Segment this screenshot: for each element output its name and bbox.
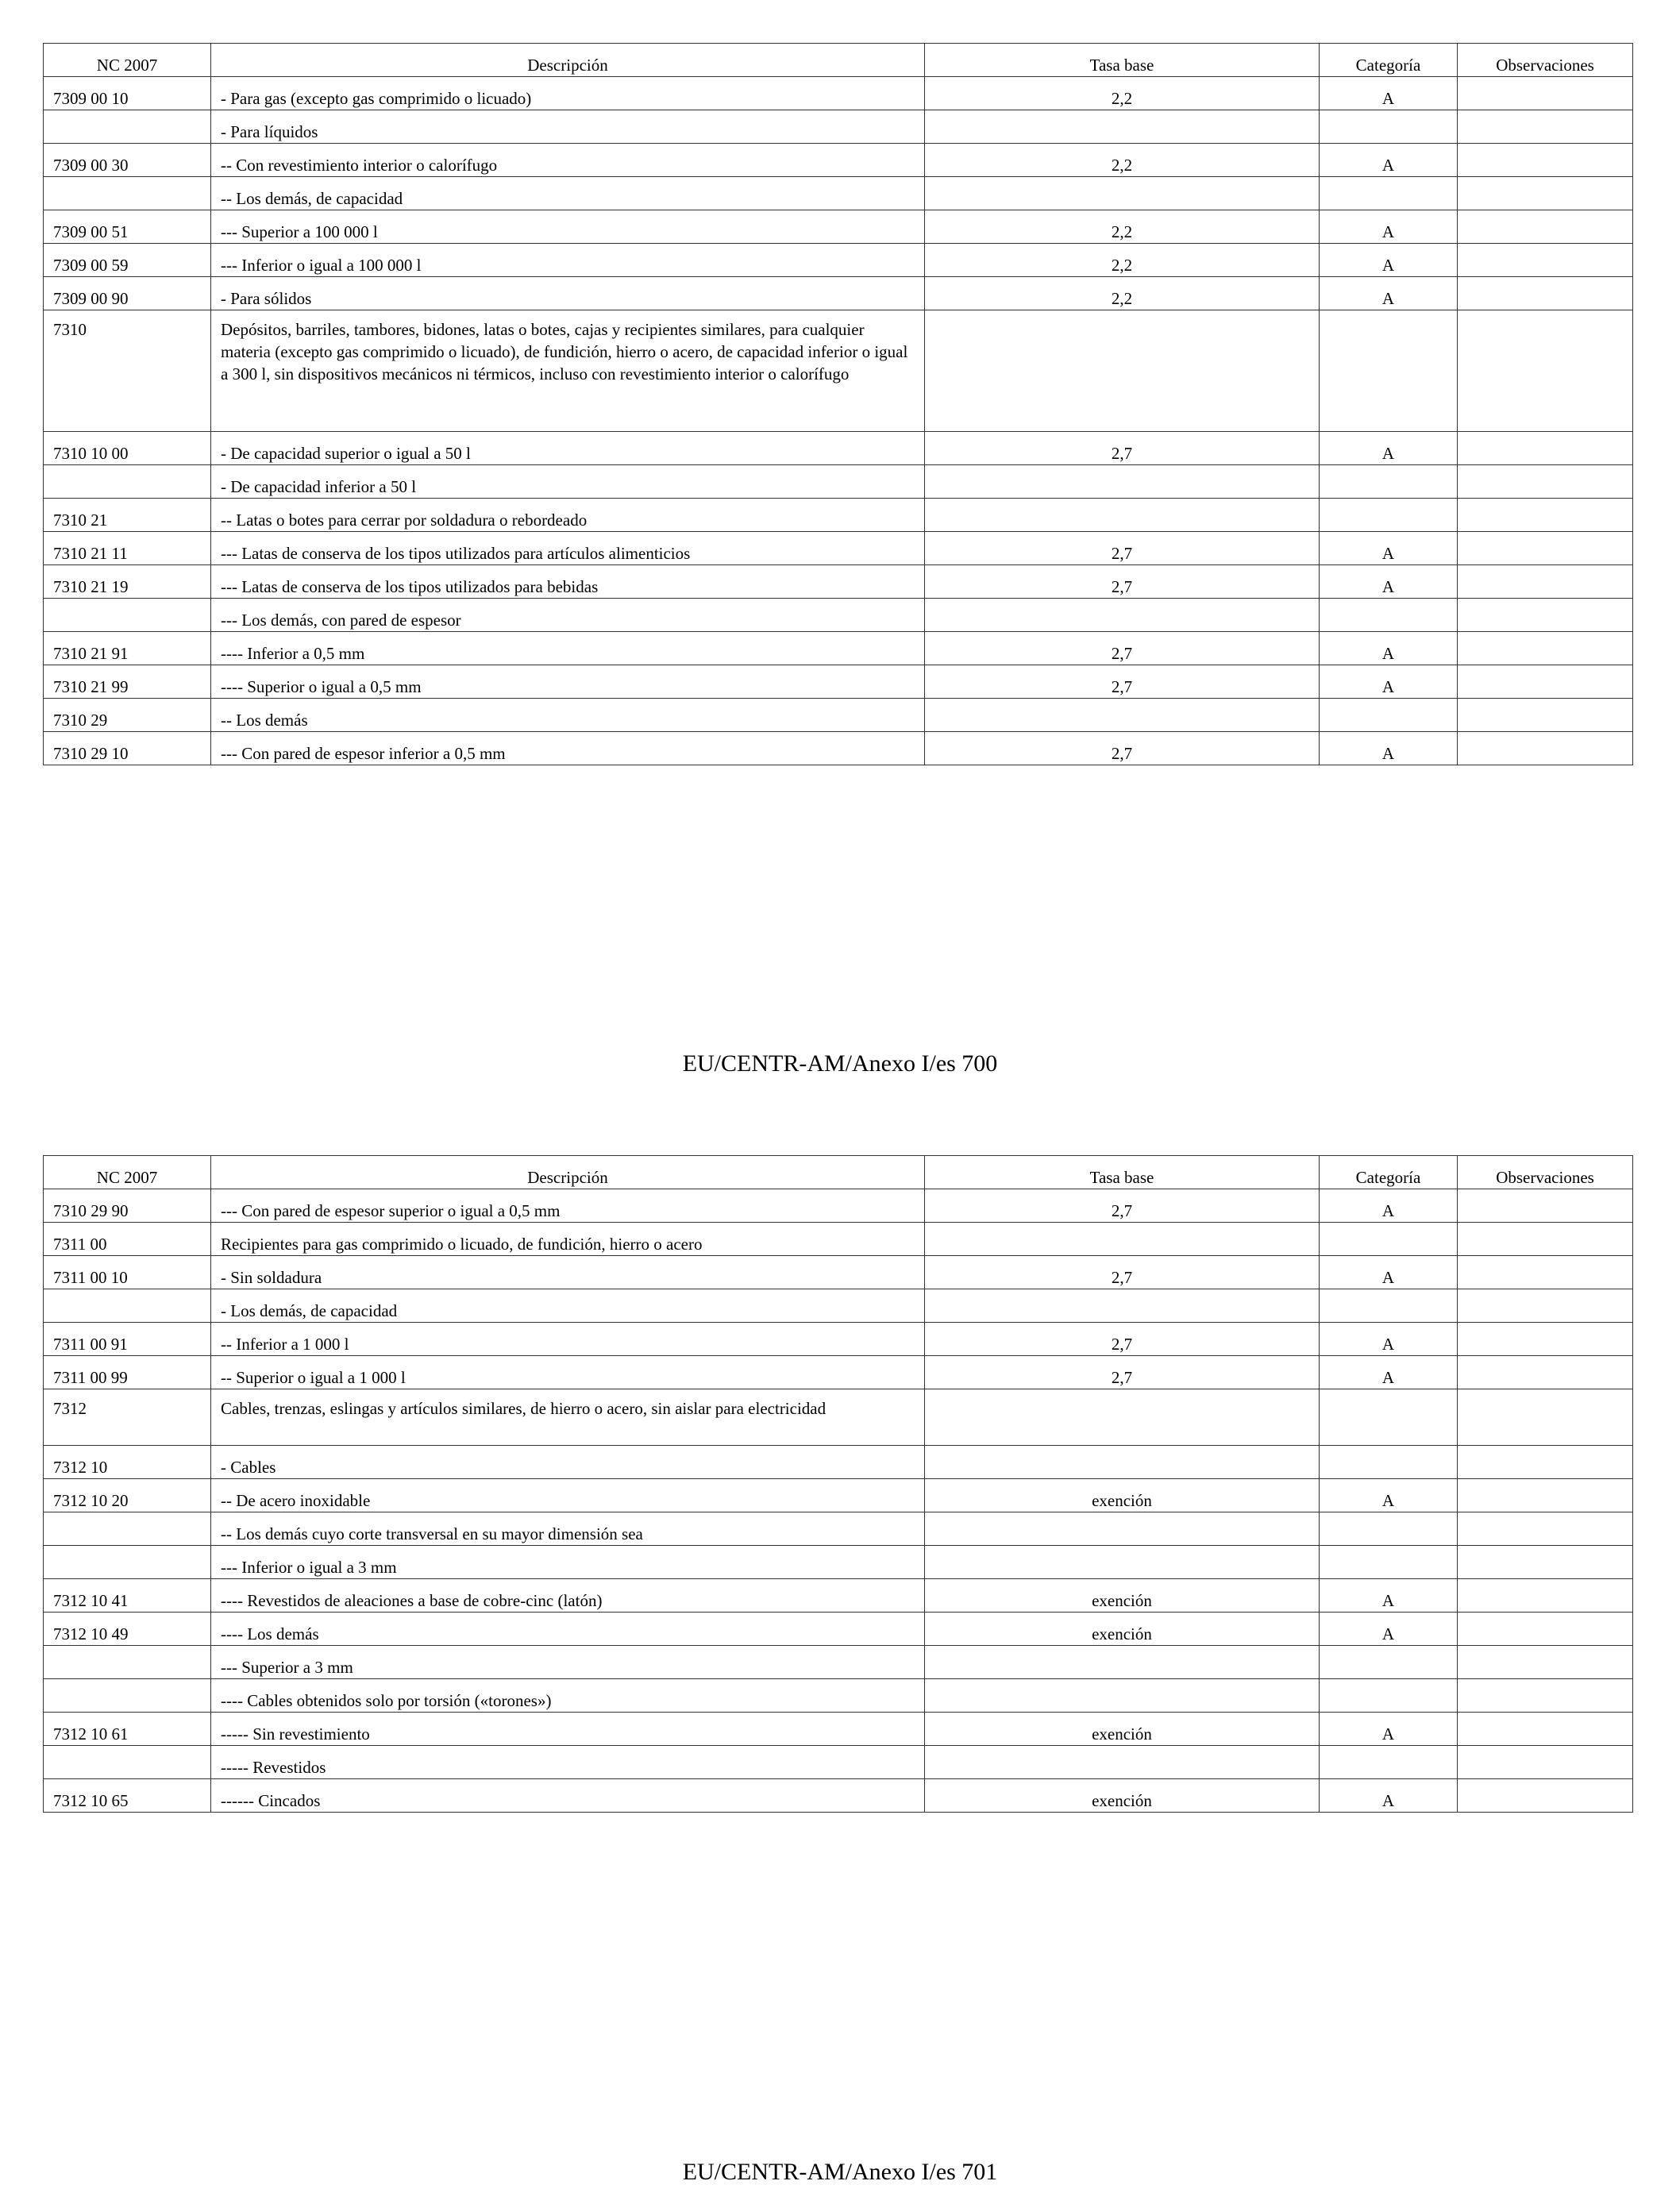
observations-cell [1458, 1546, 1633, 1579]
category-cell: A [1320, 1189, 1458, 1223]
observations-cell [1458, 732, 1633, 765]
table-row [44, 1289, 1633, 1323]
category-cell [1320, 1223, 1458, 1256]
nc-cell [44, 1646, 211, 1679]
description-cell: ---- Revestidos de aleaciones a base de cobre-cinc (latón) [211, 1579, 925, 1613]
nc-cell: 7310 29 [44, 699, 211, 732]
base-rate-cell [925, 465, 1320, 499]
table-row [44, 244, 1633, 277]
description-cell: ---- Superior o igual a 0,5 mm [211, 665, 925, 699]
category-cell: A [1320, 1256, 1458, 1289]
base-rate-cell: exención [925, 1479, 1320, 1512]
table-row [44, 277, 1633, 310]
description-cell: ---- Los demás [211, 1613, 925, 1646]
base-rate-cell: 2,2 [925, 277, 1320, 310]
table-row [44, 1446, 1633, 1479]
base-rate-cell [925, 699, 1320, 732]
description-cell: --- Con pared de espesor superior o igual a 0,5 mm [211, 1189, 925, 1223]
category-cell: A [1320, 532, 1458, 565]
observations-cell [1458, 699, 1633, 732]
nc-cell: 7310 21 [44, 499, 211, 532]
observations-cell [1458, 1223, 1633, 1256]
observations-cell [1458, 1256, 1633, 1289]
category-cell [1320, 1646, 1458, 1679]
category-cell: A [1320, 1779, 1458, 1813]
nc-cell: 7310 21 99 [44, 665, 211, 699]
table-row [44, 732, 1633, 765]
description-cell: -- De acero inoxidable [211, 1479, 925, 1512]
category-cell [1320, 1289, 1458, 1323]
table-body [44, 77, 1633, 765]
category-cell: A [1320, 144, 1458, 177]
description-cell: Depósitos, barriles, tambores, bidones, latas o botes, cajas y recipientes similares, para cualquier materia (excepto gas comprimido o licuado), de fundición, hierro o acero, de capacidad inferior o igual a 300 l, sin dispositivos mecánicos ni térmicos, incluso con revestimiento interior o calorífugo [211, 310, 925, 432]
table-row [44, 1546, 1633, 1579]
category-cell: A [1320, 210, 1458, 244]
category-cell [1320, 1746, 1458, 1779]
table-row [44, 1223, 1633, 1256]
description-cell: --- Los demás, con pared de espesor [211, 599, 925, 632]
observations-cell [1458, 1512, 1633, 1546]
observations-cell [1458, 1389, 1633, 1446]
table-row [44, 1189, 1633, 1223]
base-rate-cell: 2,7 [925, 665, 1320, 699]
base-rate-cell: 2,7 [925, 1189, 1320, 1223]
nc-cell: 7311 00 91 [44, 1323, 211, 1356]
nc-cell [44, 1746, 211, 1779]
observations-cell [1458, 465, 1633, 499]
category-cell [1320, 1389, 1458, 1446]
category-cell [1320, 310, 1458, 432]
description-cell: --- Inferior o igual a 100 000 l [211, 244, 925, 277]
description-cell: - Para líquidos [211, 110, 925, 144]
base-rate-cell [925, 599, 1320, 632]
nc-cell [44, 465, 211, 499]
table-body [44, 1189, 1633, 1813]
header-descripcion: Descripción [211, 44, 925, 77]
table-row [44, 1613, 1633, 1646]
table-row [44, 1512, 1633, 1546]
observations-cell [1458, 277, 1633, 310]
description-cell: - Sin soldadura [211, 1256, 925, 1289]
description-cell: -- Los demás [211, 699, 925, 732]
base-rate-cell: 2,7 [925, 1256, 1320, 1289]
category-cell [1320, 1512, 1458, 1546]
category-cell: A [1320, 1323, 1458, 1356]
base-rate-cell [925, 1389, 1320, 1446]
nc-cell: 7310 21 91 [44, 632, 211, 665]
observations-cell [1458, 632, 1633, 665]
base-rate-cell: exención [925, 1713, 1320, 1746]
base-rate-cell: 2,7 [925, 565, 1320, 599]
description-cell: -- Inferior a 1 000 l [211, 1323, 925, 1356]
base-rate-cell: 2,2 [925, 144, 1320, 177]
table-row [44, 432, 1633, 465]
description-cell: - Para sólidos [211, 277, 925, 310]
base-rate-cell: exención [925, 1579, 1320, 1613]
category-cell [1320, 465, 1458, 499]
nc-cell: 7310 21 11 [44, 532, 211, 565]
observations-cell [1458, 1746, 1633, 1779]
table-row [44, 499, 1633, 532]
description-cell: - De capacidad superior o igual a 50 l [211, 432, 925, 465]
page-footer-700: EU/CENTR-AM/Anexo I/es 700 [682, 1050, 998, 1077]
category-cell: A [1320, 432, 1458, 465]
description-cell: -- Latas o botes para cerrar por soldadura o rebordeado [211, 499, 925, 532]
table-row [44, 1389, 1633, 1446]
base-rate-cell [925, 1446, 1320, 1479]
category-cell [1320, 499, 1458, 532]
table-row [44, 1579, 1633, 1613]
description-cell: ----- Revestidos [211, 1746, 925, 1779]
observations-cell [1458, 1679, 1633, 1713]
description-cell: - De capacidad inferior a 50 l [211, 465, 925, 499]
description-cell: --- Superior a 100 000 l [211, 210, 925, 244]
nc-cell [44, 599, 211, 632]
table-row [44, 665, 1633, 699]
observations-cell [1458, 310, 1633, 432]
base-rate-cell [925, 177, 1320, 210]
category-cell: A [1320, 77, 1458, 110]
observations-cell [1458, 665, 1633, 699]
table-header-row [44, 1156, 1633, 1189]
observations-cell [1458, 1189, 1633, 1223]
table-row [44, 1679, 1633, 1713]
category-cell [1320, 110, 1458, 144]
table-row [44, 1713, 1633, 1746]
header-categoria: Categoría [1320, 44, 1458, 77]
table-row [44, 699, 1633, 732]
header-tasa-base: Tasa base [925, 44, 1320, 77]
base-rate-cell [925, 1746, 1320, 1779]
base-rate-cell [925, 499, 1320, 532]
category-cell [1320, 1546, 1458, 1579]
nc-cell [44, 1679, 211, 1713]
category-cell: A [1320, 732, 1458, 765]
base-rate-cell [925, 1512, 1320, 1546]
base-rate-cell [925, 110, 1320, 144]
description-cell: --- Latas de conserva de los tipos utilizados para artículos alimenticios [211, 532, 925, 565]
table-row [44, 465, 1633, 499]
category-cell: A [1320, 665, 1458, 699]
nc-cell: 7312 10 [44, 1446, 211, 1479]
category-cell: A [1320, 244, 1458, 277]
description-cell: Recipientes para gas comprimido o licuado, de fundición, hierro o acero [211, 1223, 925, 1256]
category-cell: A [1320, 1613, 1458, 1646]
base-rate-cell [925, 1223, 1320, 1256]
table-row [44, 1256, 1633, 1289]
table-header-row [44, 44, 1633, 77]
table-row [44, 1746, 1633, 1779]
observations-cell [1458, 77, 1633, 110]
nc-cell: 7312 10 49 [44, 1613, 211, 1646]
description-cell: ---- Inferior a 0,5 mm [211, 632, 925, 665]
nc-cell [44, 177, 211, 210]
nc-cell [44, 1512, 211, 1546]
category-cell: A [1320, 1713, 1458, 1746]
category-cell [1320, 1446, 1458, 1479]
nc-cell: 7312 10 41 [44, 1579, 211, 1613]
description-cell: --- Latas de conserva de los tipos utilizados para bebidas [211, 565, 925, 599]
base-rate-cell [925, 1546, 1320, 1579]
nc-cell [44, 1546, 211, 1579]
base-rate-cell: 2,2 [925, 244, 1320, 277]
observations-cell [1458, 565, 1633, 599]
observations-cell [1458, 1646, 1633, 1679]
nc-cell: 7309 00 51 [44, 210, 211, 244]
table-row [44, 110, 1633, 144]
observations-cell [1458, 1289, 1633, 1323]
observations-cell [1458, 599, 1633, 632]
description-cell: --- Superior a 3 mm [211, 1646, 925, 1679]
header-observaciones: Observaciones [1458, 1156, 1633, 1189]
nc-cell [44, 110, 211, 144]
category-cell: A [1320, 565, 1458, 599]
base-rate-cell: 2,2 [925, 77, 1320, 110]
nc-cell: 7310 29 10 [44, 732, 211, 765]
base-rate-cell: 2,7 [925, 732, 1320, 765]
table-row [44, 565, 1633, 599]
category-cell: A [1320, 1579, 1458, 1613]
observations-cell [1458, 1779, 1633, 1813]
observations-cell [1458, 210, 1633, 244]
description-cell: ---- Cables obtenidos solo por torsión («torones») [211, 1679, 925, 1713]
description-cell: - Cables [211, 1446, 925, 1479]
category-cell [1320, 1679, 1458, 1713]
header-descripcion: Descripción [211, 1156, 925, 1189]
table-row [44, 177, 1633, 210]
base-rate-cell: 2,2 [925, 210, 1320, 244]
table-row [44, 532, 1633, 565]
base-rate-cell [925, 310, 1320, 432]
table-row [44, 632, 1633, 665]
description-cell: --- Inferior o igual a 3 mm [211, 1546, 925, 1579]
description-cell: -- Con revestimiento interior o calorífugo [211, 144, 925, 177]
nc-cell: 7309 00 10 [44, 77, 211, 110]
base-rate-cell: 2,7 [925, 432, 1320, 465]
nc-cell: 7312 [44, 1389, 211, 1446]
category-cell: A [1320, 1356, 1458, 1389]
observations-cell [1458, 1479, 1633, 1512]
base-rate-cell [925, 1679, 1320, 1713]
table-row [44, 1779, 1633, 1813]
base-rate-cell: 2,7 [925, 1323, 1320, 1356]
observations-cell [1458, 110, 1633, 144]
table-row [44, 1323, 1633, 1356]
observations-cell [1458, 1446, 1633, 1479]
observations-cell [1458, 244, 1633, 277]
table-row [44, 144, 1633, 177]
observations-cell [1458, 1713, 1633, 1746]
observations-cell [1458, 177, 1633, 210]
nc-cell: 7309 00 90 [44, 277, 211, 310]
table-row [44, 1356, 1633, 1389]
nc-cell: 7311 00 99 [44, 1356, 211, 1389]
nc-cell: 7310 21 19 [44, 565, 211, 599]
observations-cell [1458, 499, 1633, 532]
base-rate-cell: 2,7 [925, 1356, 1320, 1389]
nc-cell: 7310 29 90 [44, 1189, 211, 1223]
nc-cell: 7310 [44, 310, 211, 432]
table-row [44, 599, 1633, 632]
page-footer-701: EU/CENTR-AM/Anexo I/es 701 [682, 2159, 998, 2185]
description-cell: ------ Cincados [211, 1779, 925, 1813]
description-cell: -- Superior o igual a 1 000 l [211, 1356, 925, 1389]
category-cell: A [1320, 277, 1458, 310]
header-tasa-base: Tasa base [925, 1156, 1320, 1189]
tariff-table-page-700 [43, 43, 1633, 765]
observations-cell [1458, 144, 1633, 177]
header-observaciones: Observaciones [1458, 44, 1633, 77]
nc-cell: 7311 00 10 [44, 1256, 211, 1289]
nc-cell: 7310 10 00 [44, 432, 211, 465]
observations-cell [1458, 1579, 1633, 1613]
base-rate-cell: 2,7 [925, 532, 1320, 565]
observations-cell [1458, 1323, 1633, 1356]
nc-cell: 7311 00 [44, 1223, 211, 1256]
description-cell: - Para gas (excepto gas comprimido o licuado) [211, 77, 925, 110]
nc-cell [44, 1289, 211, 1323]
category-cell: A [1320, 1479, 1458, 1512]
description-cell: - Los demás, de capacidad [211, 1289, 925, 1323]
base-rate-cell: exención [925, 1613, 1320, 1646]
observations-cell [1458, 1613, 1633, 1646]
table-row [44, 77, 1633, 110]
category-cell: A [1320, 632, 1458, 665]
category-cell [1320, 177, 1458, 210]
category-cell [1320, 699, 1458, 732]
nc-cell: 7309 00 30 [44, 144, 211, 177]
table-row [44, 210, 1633, 244]
description-cell: Cables, trenzas, eslingas y artículos similares, de hierro o acero, sin aislar para electricidad [211, 1389, 925, 1446]
observations-cell [1458, 532, 1633, 565]
table-row [44, 1646, 1633, 1679]
header-nc: NC 2007 [44, 1156, 211, 1189]
description-cell: --- Con pared de espesor inferior a 0,5 mm [211, 732, 925, 765]
nc-cell: 7312 10 20 [44, 1479, 211, 1512]
base-rate-cell [925, 1289, 1320, 1323]
description-cell: ----- Sin revestimiento [211, 1713, 925, 1746]
header-nc: NC 2007 [44, 44, 211, 77]
observations-cell [1458, 432, 1633, 465]
base-rate-cell: exención [925, 1779, 1320, 1813]
base-rate-cell: 2,7 [925, 632, 1320, 665]
nc-cell: 7309 00 59 [44, 244, 211, 277]
header-categoria: Categoría [1320, 1156, 1458, 1189]
base-rate-cell [925, 1646, 1320, 1679]
table-row [44, 310, 1633, 432]
nc-cell: 7312 10 65 [44, 1779, 211, 1813]
observations-cell [1458, 1356, 1633, 1389]
description-cell: -- Los demás cuyo corte transversal en su mayor dimensión sea [211, 1512, 925, 1546]
description-cell: -- Los demás, de capacidad [211, 177, 925, 210]
category-cell [1320, 599, 1458, 632]
nc-cell: 7312 10 61 [44, 1713, 211, 1746]
table-row [44, 1479, 1633, 1512]
tariff-table-page-701 [43, 1155, 1633, 1813]
